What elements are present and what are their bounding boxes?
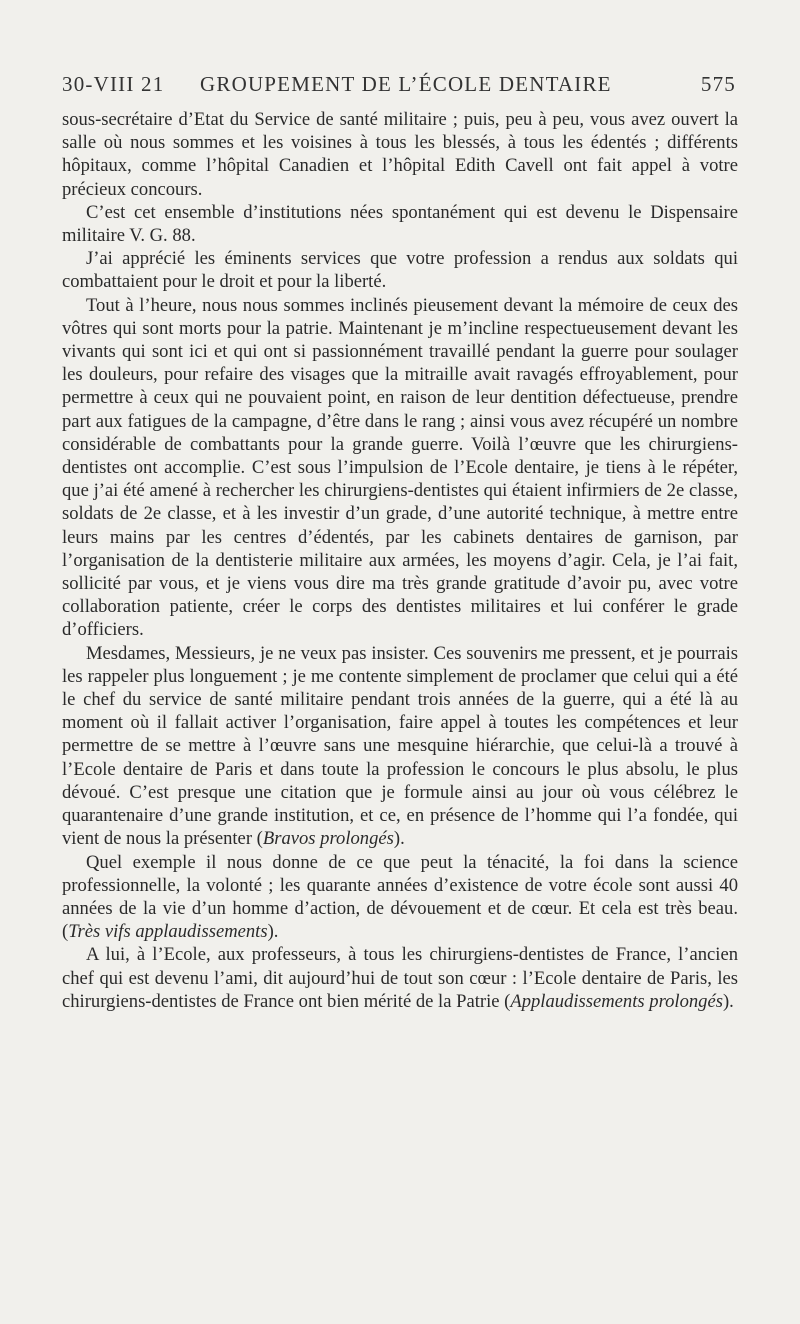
paragraph-1: sous-secrétaire d’Etat du Service de santé militaire ; puis, peu à peu, vous avez ouvert la salle où nous sommes et les voisines à tous les blessés, à tous les édentés ; différents hôpitaux, comme l’hôpital Canadien et l’hôpital Edith Cavell ont fait appel à votre précieux concours. <box>62 109 738 200</box>
paragraph-4: Tout à l’heure, nous nous sommes inclinés pieusement devant la mémoire de ceux des vôtres qui sont morts pour la patrie. Maintenant je m’incline respectueusement devant les vivants qui sont ici et qui ont si passionnément travaillé pendant la guerre pour soulager les douleurs, pour refaire des visages que la mitraille avait ravagés effroyablement, pour permettre à ceux qui ne pouvaient point, en raison de leur dentition défectueuse, prendre part aux fatigues de la campagne, d’être dans le rang ; ainsi vous avez récupéré un nombre considérable de combattants pour la grande guerre. Voilà l’œuvre que les chirurgiens-dentistes ont accomplie. C’est sous l’impulsion de l’Ecole dentaire, je tiens à le répéter, que j’ai été amené à rechercher les chirurgiens-dentistes qui étaient infirmiers de 2e classe, soldats de 2e classe, et à les investir d’un grade, d’une autorité technique, à mettre entre leurs mains par les centres d’édentés, par les cabinets dentaires de garnison, par l’organisation de la dentisterie militaire aux armées, les moyens d’agir. Cela, je l’ai fait, sollicité par vous, et je viens vous dire ma très grande gratitude d’avoir pu, avec votre collaboration patiente, créer le corps des dentistes militaires et lui conférer le grade d’officiers. <box>62 294 738 641</box>
page-number: 575 <box>700 72 736 96</box>
body-text <box>62 108 738 1013</box>
paragraph-6: Quel exemple il nous donne de ce que peut la ténacité, la foi dans la science professionnelle, la volonté ; les quarante années d’existence de votre école sont aussi 40 années de la vie d’un homme d’action, de dévouement et de cœur. Et cela est très beau. (Très vifs applaudissements). <box>62 851 738 943</box>
paragraph-7: A lui, à l’Ecole, aux professeurs, à tous les chirurgiens-dentistes de France, l’ancien chef qui est devenu l’ami, dit aujourd’hui de tout son cœur : l’Ecole dentaire de Paris, les chirurgiens-dentistes de France ont bien mérité de la Patrie (Applaudissements prolongés). <box>62 944 738 1012</box>
header-reference: 30-VIII 21 <box>62 72 165 96</box>
paragraph-3: J’ai apprécié les éminents services que votre profession a rendus aux soldats qui combattaient pour le droit et pour la liberté. <box>62 248 738 293</box>
applause-note: Très vifs applaudissements <box>68 921 268 943</box>
paragraph-2: C’est cet ensemble d’institutions nées spontanément qui est devenu le Dispensaire militaire V. G. 88. <box>62 201 738 247</box>
applause-note: Applaudissements prolongés <box>510 990 723 1012</box>
paragraph-5: Mesdames, Messieurs, je ne veux pas insister. Ces souvenirs me pressent, et je pourrais les rappeler plus longuement ; je me contente simplement de proclamer que celui qui a été le chef du service de santé militaire pendant trois années de la guerre, qui a été là au moment où il fallait activer l’organisation, faire appel à toutes les compétences et leur permettre de se mettre à l’œuvre sans une mesquine hiérarchie, que celui-là a trouvé à l’Ecole dentaire de Paris et dans toute la profession le concours le plus absolu, le plus dévoué. C’est presque une citation que je formule ainsi au jour où vous célébrez le quarantenaire d’une grande institution, et ce, en présence de l’homme qui l’a fondée, qui vient de nous la présenter (Bravos prolongés). <box>62 642 738 850</box>
header-title: GROUPEMENT DE L’ÉCOLE DENTAIRE <box>200 72 612 96</box>
applause-note: Bravos prolongés <box>262 828 394 850</box>
